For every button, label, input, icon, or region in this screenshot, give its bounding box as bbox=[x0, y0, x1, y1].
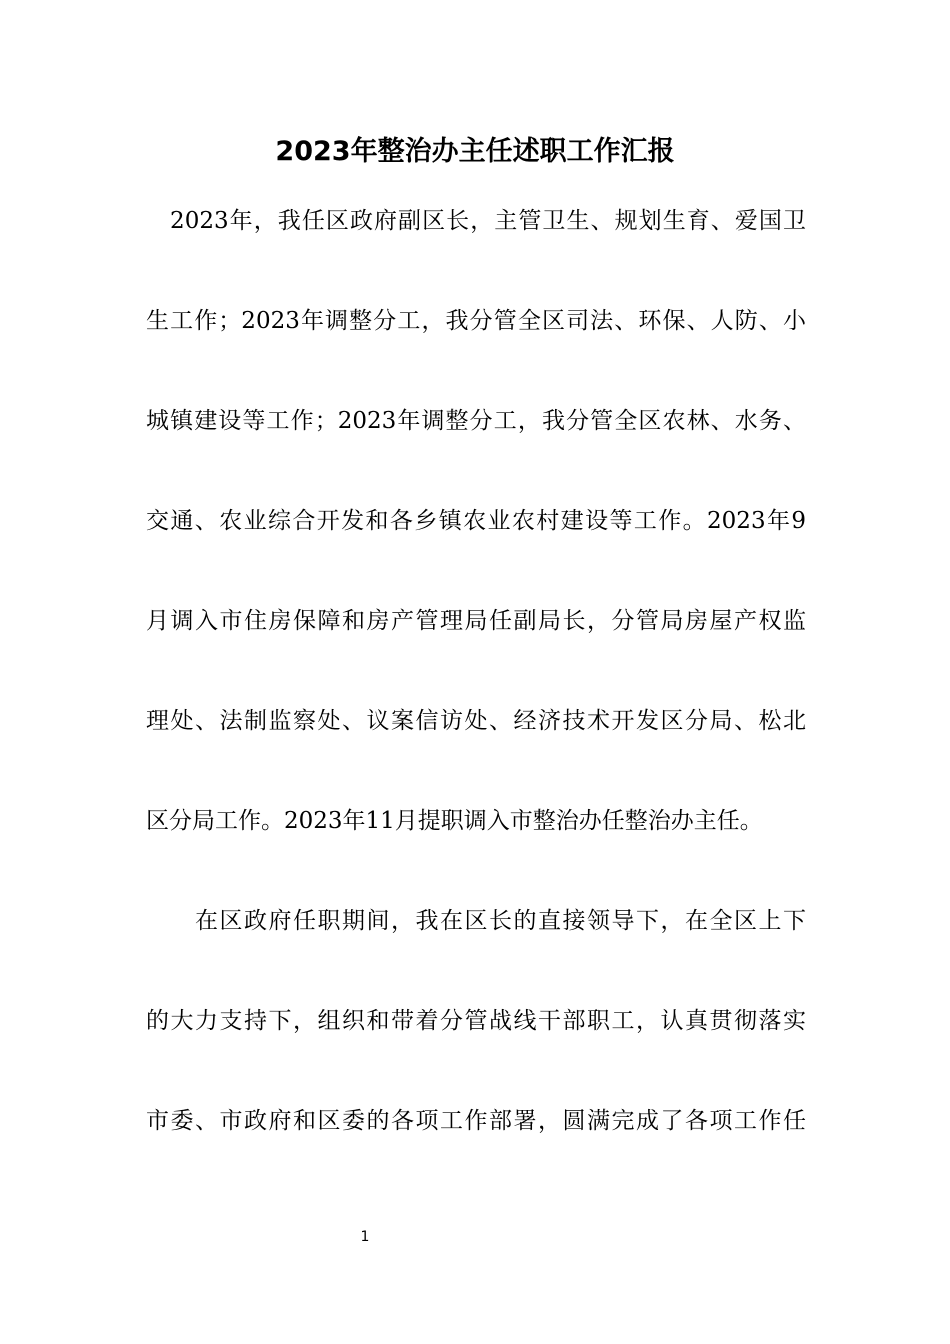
paragraph-1-line-1: 2023年，我任区政府副区长，主管卫生、规划生育、爱国卫 bbox=[146, 208, 806, 234]
paragraph-1-line-6: 理处、法制监察处、议案信访处、经济技术开发区分局、松北 bbox=[146, 708, 806, 734]
paragraph-1-line-4: 交通、农业综合开发和各乡镇农业农村建设等工作。2023年9 bbox=[146, 508, 806, 534]
paragraph-2-line-2: 的大力支持下，组织和带着分管战线干部职工，认真贯彻落实 bbox=[146, 1008, 806, 1034]
document-title: 2023年整治办主任述职工作汇报 bbox=[275, 136, 675, 167]
paragraph-2-line-3: 市委、市政府和区委的各项工作部署，圆满完成了各项工作任 bbox=[146, 1108, 806, 1134]
paragraph-1-line-5: 月调入市住房保障和房产管理局任副局长，分管局房屋产权监 bbox=[146, 608, 806, 634]
paragraph-1-line-3: 城镇建设等工作；2023年调整分工，我分管全区农林、水务、 bbox=[146, 408, 806, 434]
paragraph-2-line-1: 在区政府任职期间，我在区长的直接领导下，在全区上下 bbox=[146, 908, 806, 934]
paragraph-1-line-7: 区分局工作。2023年11月提职调入市整治办任整治办主任。 bbox=[146, 808, 763, 834]
page-number: 1 bbox=[360, 1229, 370, 1245]
paragraph-1-line-2: 生工作；2023年调整分工，我分管全区司法、环保、人防、小 bbox=[146, 308, 806, 334]
